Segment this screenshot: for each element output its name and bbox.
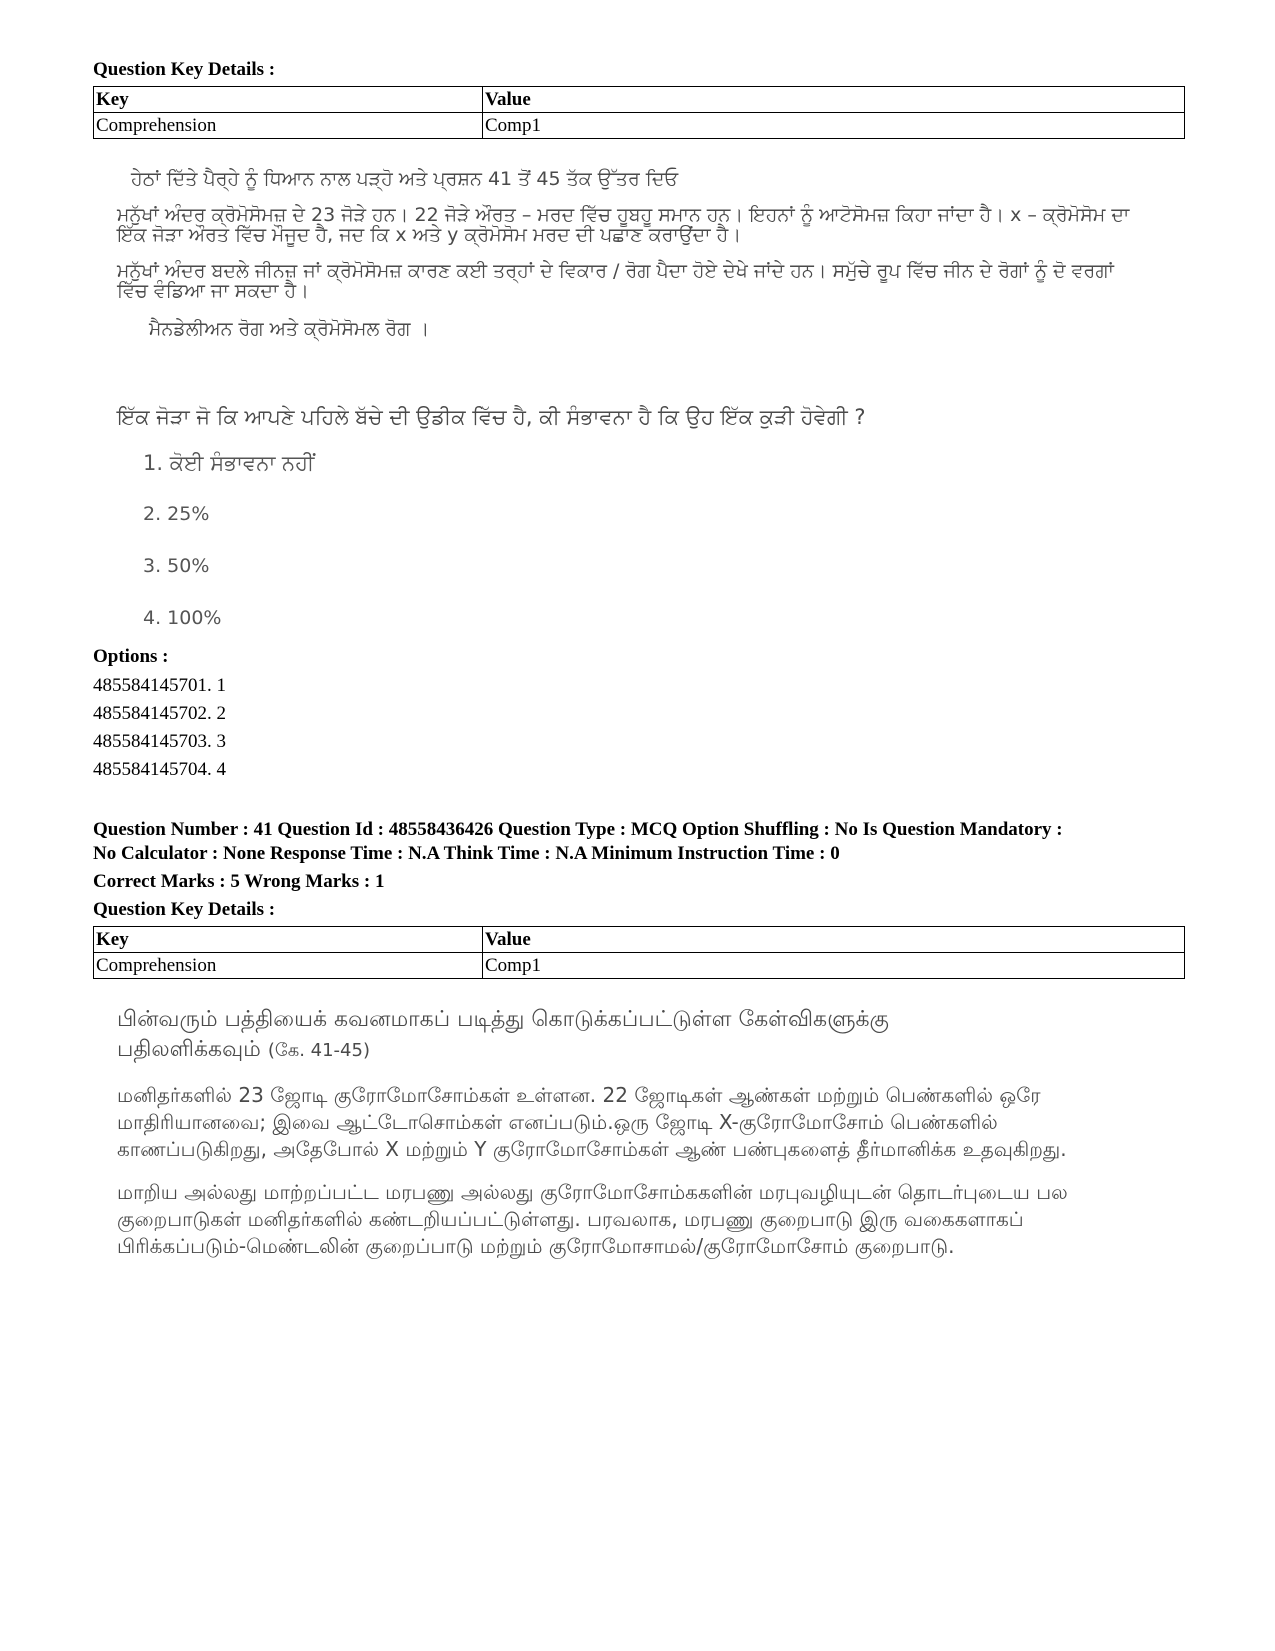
options-list [93,672,1185,784]
table-header-row [94,87,1185,113]
table-cell-value: Comp1 [483,953,1185,979]
table-header-row [94,927,1185,953]
instruction-text [117,1005,1117,1066]
tamil-passage-image [93,1005,1117,1260]
table-cell-key: Comprehension [94,113,483,139]
question-text: ਇੱਕ ਜੋੜਾ ਜੋ ਕਿ ਆਪਣੇ ਪਹਿਲੇ ਬੱਚੇ ਦੀ ਉਡੀਕ ਵਿੱਚ ਹੈ, ਕੀ ਸੰਭਾਵਨਾ ਹੈ ਕਿ ਉਹ ਇੱਕ ਕੁੜੀ ਹੋਵੇਗੀ ? [117,405,866,429]
choice-1: 1. ਕੋਈ ਸੰਭਾਵਨਾ ਨਹੀਂ [143,451,315,475]
table-header-value: Value [483,87,1185,113]
table-header-key: Key [94,927,483,953]
table-header-value: Value [483,927,1185,953]
table-cell-value: Comp1 [483,113,1185,139]
table-header-key: Key [94,87,483,113]
passage-paragraph-2: ਮਨੁੱਖਾਂ ਅੰਦਰ ਬਦਲੇ ਜੀਨਜ਼ ਜਾਂ ਕ੍ਰੋਮੋਸੋਮਜ਼ ਕਾਰਣ ਕਈ ਤਰ੍ਹਾਂ ਦੇ ਵਿਕਾਰ / ਰੋਗ ਪੈਦਾ ਹੋਏ ਦੇਖੇ ਜਾਂਦੇ ਹਨ। ਸਮੁੱਚੇ ਰੂਪ ਵਿੱਚ ਜੀਨ ਦੇ ਰੋਗਾਂ ਨੂੰ ਦੋ ਵਰਗਾਂ ਵਿੱਚ ਵੰਡਿਆ ਜਾ ਸਕਦਾ ਹੈ। [117,260,1114,302]
passage-paragraph-1: மனிதர்களில் 23 ஜோடி குரோமோசோம்கள் உள்ளன. 22 ஜோடிகள் ஆண்கள் மற்றும் பெண்களில் ஒரே மாதிரியானவை; இவை ஆட்டோசொம்கள் எனப்படும்.ஒரு ஜோடி X-குரோமோசோம் பெண்களில் காணப்படுகிறது, அதேபோல் X மற்றும் Y குரோமோசோம்கள் ஆண் பண்புகளைத் தீர்மானிக்க உதவுகிறது. [117,1083,1067,1161]
choices-list [93,451,1185,643]
table-cell-key: Comprehension [94,953,483,979]
option-item: 485584145704. 4 [93,759,226,780]
passage-paragraph-2: மாறிய அல்லது மாற்றப்பட்ட மரபணு அல்லது குரோமோசோம்ககளின் மரபுவழியுடன் தொடர்புடைய பல குறைபாடுகள் மனிதர்களில் கண்டறியப்பட்டுள்ளது. பரவலாக, மரபணு குறைபாடு இரு வகைகளாகப் பிரிக்கப்படும்-மெண்டலின் குறைப்பாடு மற்றும் குரோமோசாமல்/குரோமோசோம் குறைபாடு. [117,1180,1068,1258]
instruction-line-2: பதிலளிக்கவும் [117,1037,261,1062]
option-item: 485584145702. 2 [93,703,226,724]
key-details-table [93,926,1185,979]
choice-2: 2. 25% [143,503,210,525]
document-page [93,58,1185,1260]
key-details-heading: Question Key Details : [93,59,276,80]
option-item: 485584145703. 3 [93,731,226,752]
option-item: 485584145701. 1 [93,675,226,696]
table-row [94,953,1185,979]
table-row [94,113,1185,139]
marks-line: Correct Marks : 5 Wrong Marks : 1 [93,871,385,892]
instruction-line-1: பின்வரும் பத்தியைக் கவனமாகப் படித்து கொடுக்கப்பட்டுள்ள கேள்விகளுக்கு [117,1007,889,1032]
passage-paragraph-1: ਮਨੁੱਖਾਂ ਅੰਦਰ ਕ੍ਰੋਮੋਸੋਮਜ਼ ਦੇ 23 ਜੋੜੇ ਹਨ। 22 ਜੋੜੇ ਔਰਤ – ਮਰਦ ਵਿੱਚ ਹੂਬਹੂ ਸਮਾਨ ਹਨ। ਇਹਨਾਂ ਨੂੰ ਆਟੋਸੋਮਜ਼ ਕਿਹਾ ਜਾਂਦਾ ਹੈ। x – ਕ੍ਰੋਮੋਸੋਮ ਦਾ ਇੱਕ ਜੋੜਾ ਔਰਤ ਵਿੱਚ ਮੌਜੂਦ ਹੈ, ਜਦ ਕਿ x ਅਤੇ y ਕ੍ਰੋਮੋਸੋਮ ਮਰਦ ਦੀ ਪਛਾਣ ਕਰਾਉਂਦਾ ਹੈ। [117,204,1130,246]
question-meta-line-1: Question Number : 41 Question Id : 48558436426 Question Type : MCQ Option Shuffling : No Is Question Mandatory : [93,819,1063,840]
punjabi-question-image [93,169,1185,643]
options-heading: Options : [93,646,169,667]
question-meta [93,818,1185,866]
instruction-reference: (கே. 41-45) [267,1040,370,1061]
instruction-text: ਹੇਠਾਂ ਦਿੱਤੇ ਪੈਰ੍ਹੇ ਨੂੰ ਧਿਆਨ ਨਾਲ ਪੜ੍ਹੋ ਅਤੇ ਪ੍ਰਸ਼ਨ 41 ਤੋਂ 45 ਤੱਕ ਉੱਤਰ ਦਿਓ [131,168,679,190]
key-details-table [93,86,1185,139]
passage-paragraph-3: ਮੈਨਡੇਲੀਅਨ ਰੋਗ ਅਤੇ ਕ੍ਰੋਮੋਸੋਮਲ ਰੋਗ । [149,318,430,340]
question-meta-line-2: No Calculator : None Response Time : N.A Think Time : N.A Minimum Instruction Time : 0 [93,843,840,864]
choice-4: 4. 100% [143,607,222,629]
key-details-heading: Question Key Details : [93,899,276,920]
choice-3: 3. 50% [143,555,210,577]
